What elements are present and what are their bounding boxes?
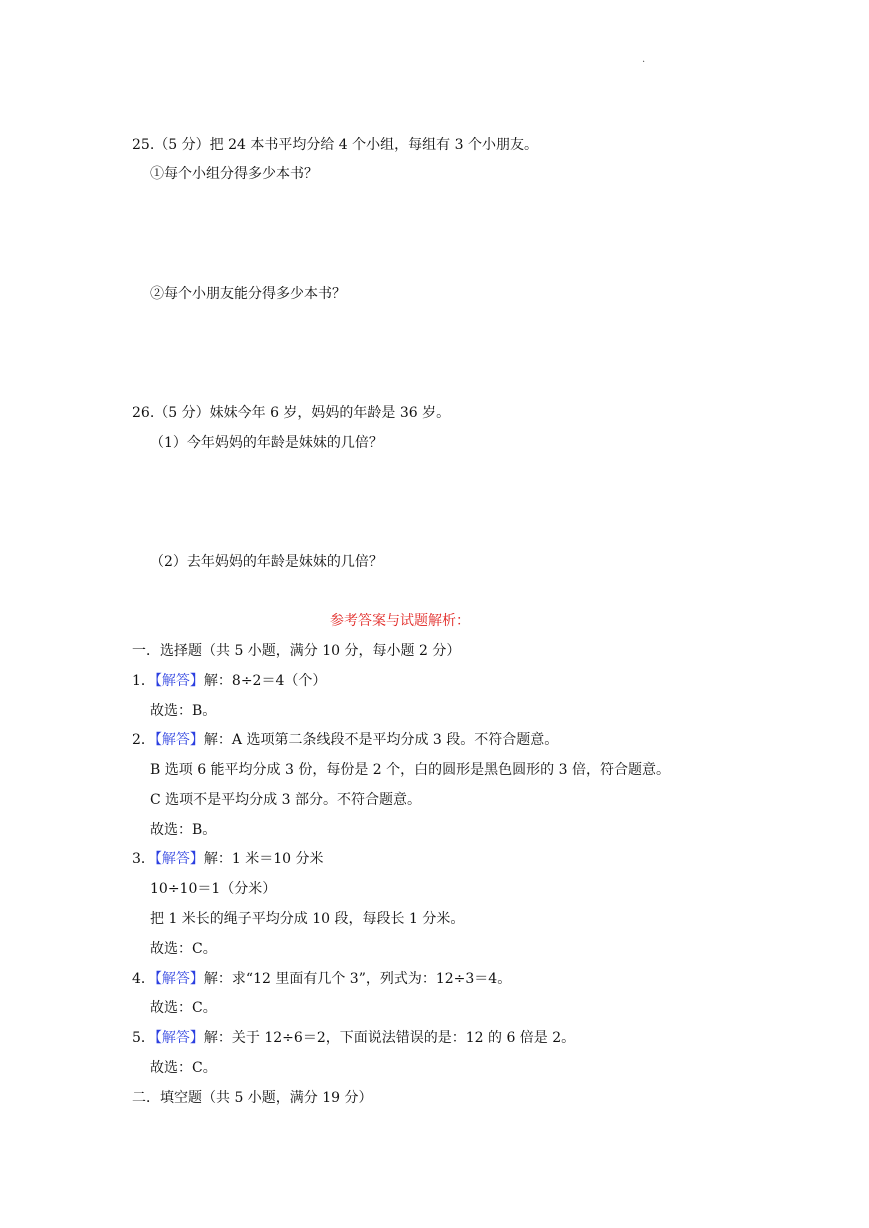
answer-4: [132, 969, 511, 989]
answer-3-line2: 10÷10＝1（分米）: [150, 881, 277, 897]
q26-stem: 26.（5 分）妹妹今年 6 岁，妈妈的年龄是 36 岁。: [132, 405, 451, 421]
answer-text: 解：关于 12÷6＝2，下面说法错误的是：12 的 6 倍是 2。: [203, 1030, 576, 1046]
header-mark: .: [642, 54, 646, 65]
answers-title: 参考答案与试题解析：: [330, 613, 470, 629]
section1-heading: 一．选择题（共 5 小题，满分 10 分，每小题 2 分）: [132, 643, 461, 659]
q26-sub2: （2）去年妈妈的年龄是妹妹的几倍？: [150, 554, 383, 570]
answer-number: 3．: [132, 851, 155, 867]
answer-2-line2: B 选项 6 能平均分成 3 份，每份是 2 个，白的圆形是黑色圆形的 3 倍，符合题意。: [150, 762, 670, 778]
answer-text: 解：8÷2＝4（个）: [203, 673, 327, 689]
answer-tag: 【解答】: [154, 732, 204, 748]
answer-tag: 【解答】: [154, 1030, 204, 1046]
answer-5-choice: 故选：C。: [150, 1060, 217, 1076]
answer-1-choice: 故选：B。: [150, 703, 217, 719]
answer-tag: 【解答】: [154, 971, 204, 987]
answer-3-choice: 故选：C。: [150, 941, 217, 957]
answer-5: [132, 1028, 575, 1048]
answer-tag: 【解答】: [154, 851, 204, 867]
answer-number: 4．: [132, 971, 155, 987]
answer-4-choice: 故选：C。: [150, 1000, 217, 1016]
answer-2-choice: 故选：B。: [150, 822, 217, 838]
answer-text: 解：A 选项第二条线段不是平均分成 3 段。不符合题意。: [203, 732, 559, 748]
answer-tag: 【解答】: [154, 673, 204, 689]
q26-sub1: （1）今年妈妈的年龄是妹妹的几倍？: [150, 435, 383, 451]
answer-number: 1．: [132, 673, 155, 689]
answer-text: 解：求“12 里面有几个 3”，列式为：12÷3＝4。: [203, 971, 512, 987]
q25-stem: 25.（5 分）把 24 本书平均分给 4 个小组，每组有 3 个小朋友。: [132, 137, 538, 153]
answer-text: 解：1 米＝10 分米: [203, 851, 324, 867]
answer-2-line3: C 选项不是平均分成 3 部分。不符合题意。: [150, 792, 421, 808]
answer-1: [132, 671, 326, 691]
answer-2: [132, 730, 558, 750]
answer-3-line3: 把 1 米长的绳子平均分成 10 段，每段长 1 分米。: [150, 911, 465, 927]
answer-number: 5．: [132, 1030, 155, 1046]
q25-sub1: ①每个小组分得多少本书？: [150, 166, 318, 182]
answer-number: 2．: [132, 732, 155, 748]
section2-heading: 二．填空题（共 5 小题，满分 19 分）: [132, 1090, 373, 1106]
answer-3: [132, 849, 324, 869]
q25-sub2: ②每个小朋友能分得多少本书？: [150, 286, 346, 302]
